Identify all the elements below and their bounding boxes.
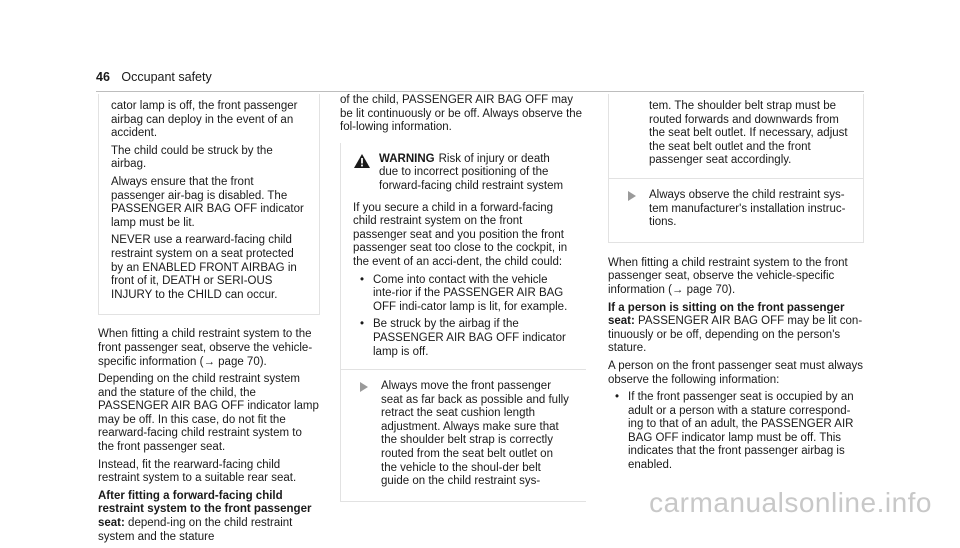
instruction-step xyxy=(353,380,572,489)
warning-paragraph: If you secure a child in a forward-facing child restraint system on the front passenger seat and you position the front passenger seat too close to the cockpit, in the event of an acci-dent, the child could: xyxy=(353,201,568,268)
box-paragraph: NEVER use a rearward-facing child restraint system on a seat protected by an ENABLED FRONT AIRBAG in front of it, DEATH or SERI-OUS INJURY to the CHILD can occur. xyxy=(111,234,297,301)
box-paragraph: Always ensure that the front passenger air-bag is disabled. The PASSENGER AIR BAG OFF indicator lamp must be lit. xyxy=(111,175,304,229)
list-item: • Be struck by the airbag if the PASSENGER AIR BAG OFF indicator lamp is off. xyxy=(353,318,572,359)
warning-box xyxy=(340,143,586,502)
warning-text: Risk of injury or death due to incorrect positioning of the forward-facing child restraint system xyxy=(379,152,564,192)
paragraph: When fitting a child restraint system to the front passenger seat, observe the vehicle-specific information (→ page 70). xyxy=(98,328,313,368)
paragraph-text: depend-ing on the child restraint system and the stature xyxy=(98,517,293,543)
paragraph: Depending on the child restraint system and the stature of the child, the PASSENGER AIR BAG OFF indicator lamp may be off. In this case, do not fit the rearward-facing child restraint system to the front passenger seat. xyxy=(98,373,319,454)
box-paragraph: cator lamp is off, the front passenger airbag can deploy in the event of an accident. xyxy=(111,100,298,140)
paragraph: When fitting a child restraint system to the front passenger seat, observe the vehicle-specific information (→ page 70). xyxy=(608,256,848,296)
column-2 xyxy=(340,94,586,502)
instruction-arrow-icon xyxy=(627,191,637,206)
instruction-continued: tem. The shoulder belt strap must be routed forwards and downwards from the seat belt outlet. If necessary, adjust the seat belt outlet and the front passenger seat accordingly. xyxy=(649,100,848,167)
column-1 xyxy=(98,94,320,548)
page-number: 46 xyxy=(96,70,110,84)
warning-text-block xyxy=(379,153,572,194)
header-rule xyxy=(96,91,864,92)
warning-box-continued xyxy=(98,94,320,315)
warning-title: WARNING xyxy=(379,152,435,165)
bold-lead: If a person is sitting on the front passenger seat: xyxy=(608,301,845,328)
instruction-arrow-icon xyxy=(359,382,369,397)
column-3 xyxy=(608,94,864,477)
bullet-list xyxy=(353,274,572,360)
bullet-list xyxy=(608,391,864,473)
divider xyxy=(341,369,586,370)
paragraph xyxy=(608,302,864,356)
warning-box-continued xyxy=(608,94,864,243)
divider xyxy=(609,178,863,179)
instruction-text: Always observe the child restraint sys-tem manufacturer's installation instruc-tions. xyxy=(649,188,846,229)
bold-lead: After fitting a forward-facing child restraint system to the front passenger seat: xyxy=(98,489,312,530)
watermark: carmanualsonline.info xyxy=(649,487,932,518)
paragraph: Instead, fit the rearward-facing child restraint system to a suitable rear seat. xyxy=(98,458,297,485)
paragraph xyxy=(98,490,320,544)
paragraph: A person on the front passenger seat must always observe the following information: xyxy=(608,359,864,386)
warning-triangle-icon xyxy=(353,153,379,174)
paragraph-text: PASSENGER AIR BAG OFF may be lit con-tinuously or be off, depending on the person's stature. xyxy=(608,315,863,355)
instruction-text: Always move the front passenger seat as far back as possible and fully retract the seat cushion length adjustment. Always make sure that the shoulder belt strap is correctly routed from the seat belt outlet on the vehicle to the shoul-der belt guide on the child restraint sys- xyxy=(381,380,569,488)
box-paragraph: The child could be struck by the airbag. xyxy=(111,144,273,171)
section-title: Occupant safety xyxy=(121,70,212,84)
paragraph: of the child, PASSENGER AIR BAG OFF may be lit continuously or be off. Always observe the fol-lowing information. xyxy=(340,94,583,134)
instruction-step xyxy=(621,189,851,230)
page-header xyxy=(96,70,212,84)
list-item: • If the front passenger seat is occupied by an adult or a person with a stature correspond-ing to that of an adult, the PASSENGER AIR BAG OFF indicator lamp must be off. This indicates that the front passenger airbag is enabled. xyxy=(608,391,864,473)
warning-header xyxy=(353,153,572,194)
list-item: • Come into contact with the vehicle inte-rior if the PASSENGER AIR BAG OFF indi-cator lamp is lit, for example. xyxy=(353,274,572,315)
